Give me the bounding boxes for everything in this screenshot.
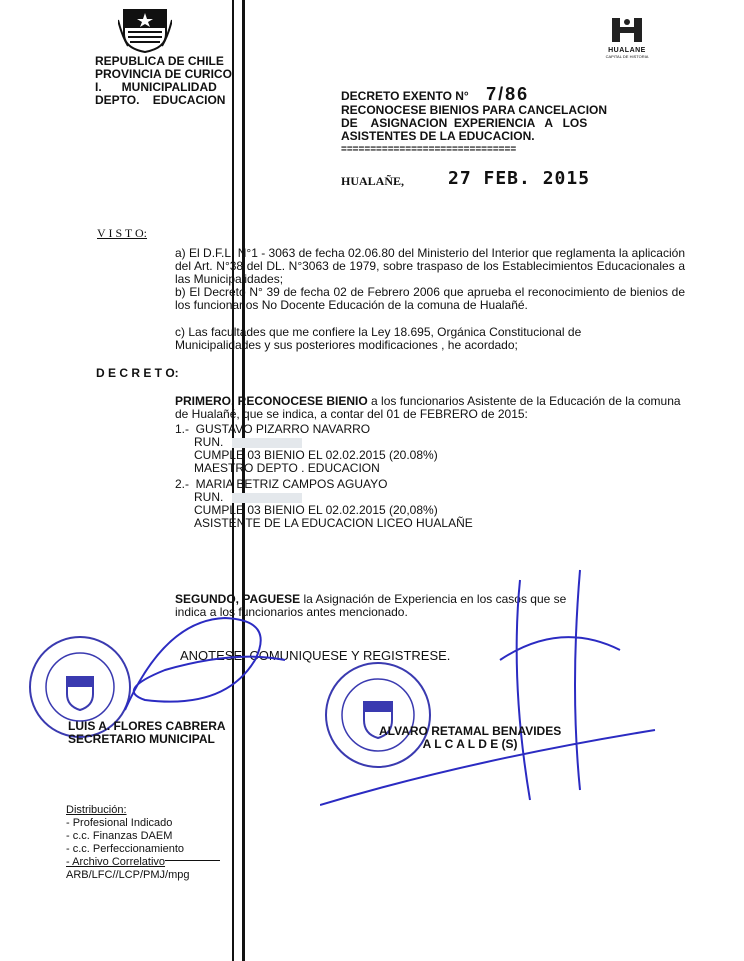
decree-place: HUALAÑE,	[341, 174, 405, 188]
redacted-run	[232, 438, 302, 448]
decree-rule: ==============================	[341, 144, 517, 155]
hualane-logo	[604, 18, 650, 59]
header-line: PROVINCIA DE CURICO	[95, 67, 232, 81]
distribution-item: - Profesional Indicado	[66, 817, 173, 829]
closing-text: ANOTESE, COMUNIQUESE Y REGISTRESE.	[180, 648, 451, 663]
distribution-item: - c.c. Finanzas DAEM	[66, 830, 173, 842]
header-line: DEPTO. EDUCACION	[95, 93, 226, 107]
decree-subject: DE ASIGNACION EXPERIENCIA A LOS	[341, 116, 588, 130]
distribution-title: Distribución:	[66, 804, 127, 816]
decreto-heading: D E C R E T O:	[96, 366, 179, 380]
visto-c: c) Las facultades que me confiere la Ley 18.695, Orgánica Constitucional de Municipalidades y sus posteriores modificaciones , he acordado;	[175, 325, 582, 352]
segundo-text: la Asignación de Experiencia en los casos que se indica a los funcionarios antes mencionado.	[175, 592, 567, 619]
distribution-item: - c.c. Perfeccionamiento	[66, 843, 184, 855]
person-1-bienio: CUMPLE 03 BIENIO EL 02.02.2015 (20.08%)	[194, 448, 438, 462]
distribution-underline	[165, 860, 220, 861]
distribution-initials: ARB/LFC//LCP/PMJ/mpg	[66, 869, 190, 881]
coat-of-arms-logo	[118, 6, 172, 54]
person-2-bienio: CUMPLE 03 BIENIO EL 02.02.2015 (20,08%)	[194, 503, 438, 517]
logo-name: HUALANE	[608, 47, 646, 54]
primero-text: a los funcionarios Asistente de la Educación de la comuna de Hualañé, que se indica, a contar del 01 de FEBRERO de 2015:	[175, 394, 681, 421]
decree-date: 27 FEB. 2015	[448, 168, 591, 189]
person-1-role: MAESTRO DEPTO . EDUCACION	[194, 461, 380, 475]
segundo-label: SEGUNDO, PAGUESE	[175, 592, 301, 606]
visto-heading: V I S T O:	[97, 226, 148, 240]
person-2-name: 2.- MARIA BETRIZ CAMPOS AGUAYO	[175, 477, 388, 491]
header-line: I. MUNICIPALIDAD	[95, 80, 217, 94]
person-1-name: 1.- GUSTAVO PIZARRO NAVARRO	[175, 422, 371, 436]
signatory-left-name: LUIS A. FLORES CABRERA	[68, 719, 226, 733]
decree-subject: RECONOCESE BIENIOS PARA CANCELACION	[341, 103, 608, 117]
distribution-item: - Archivo Correlativo	[66, 856, 166, 868]
person-2-run: RUN.	[194, 490, 224, 504]
person-1-run: RUN.	[194, 435, 224, 449]
header-line: REPUBLICA DE CHILE	[95, 54, 224, 68]
decree-number: 7/86	[486, 84, 530, 104]
logo-subtitle: CAPITAL DE HISTORIA	[605, 54, 649, 59]
decree-subject: ASISTENTES DE LA EDUCACION.	[341, 129, 535, 143]
signatory-right-title: A L C A L D E (S)	[422, 737, 518, 751]
signatory-left-title: SECRETARIO MUNICIPAL	[68, 732, 215, 746]
redacted-run	[232, 493, 302, 503]
signature-left	[105, 600, 295, 730]
hualane-h-icon	[610, 18, 644, 42]
signature-right	[320, 560, 660, 810]
person-2-role: ASISTENTE DE LA EDUCACION LICEO HUALAÑE	[194, 516, 473, 530]
signatory-right-name: ALVARO RETAMAL BENAVIDES	[379, 724, 562, 738]
visto-a: a) El D.F.L. N°1 - 3063 de fecha 02.06.80 del Ministerio del Interior que reglamenta la aplicación del Art. N°38 del DL. N°3063 de 1979, sobre traspaso de los Establecimientos Educacionales a las Municipalidades;	[175, 246, 685, 286]
decree-label: DECRETO EXENTO N°	[341, 89, 469, 103]
primero-label: PRIMERO, RECONOCESE BIENIO	[175, 394, 368, 408]
visto-b: b) El Decreto N° 39 de fecha 02 de Febrero 2006 que aprueba el reconocimiento de bienios de los funcionarios No Docente Educación de la comuna de Hualañé.	[175, 285, 685, 312]
